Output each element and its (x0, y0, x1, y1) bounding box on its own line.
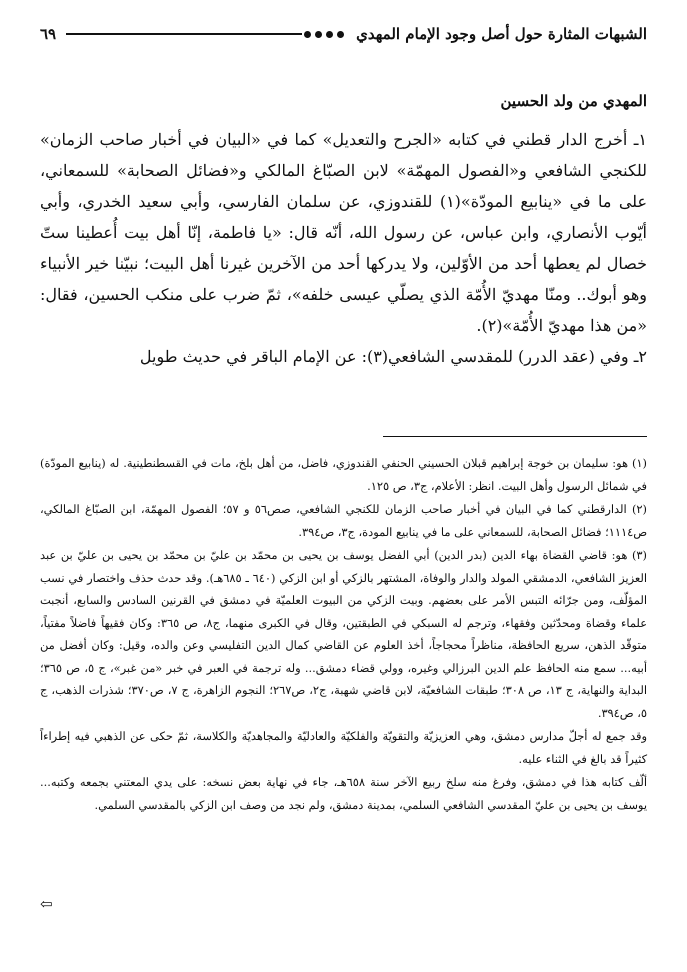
ornament-dot (337, 31, 344, 38)
ornament-dot (304, 31, 311, 38)
continuation-arrow-icon: ⇦ (40, 895, 53, 913)
footnote: وقد جمع له أجلّ مدارس دمشق، وهي العزيزيّة والتقويّة والفلكيّة والعادليّة والمجاهديّة والكلاسة، ثمّ حكى عن الذهبي فيه إطراءاً كثيراً قد بالغ في الثناء عليه. (40, 729, 647, 766)
running-header (40, 20, 647, 48)
footnotes (40, 452, 647, 817)
page-number: ٦٩ (40, 25, 57, 43)
footnote: (٢) الدارقطني كما في البيان في أخبار صاحب الزمان للكنجي الشافعي، صص٥٦ و ٥٧؛ الفصول المهمّة، ابن الصبّاغ المالكي، ص١١١٤؛ فضائل الصحابة، للسمعاني على ما في ينابيع المودة، ج٣، ص٣٩٤. (40, 502, 647, 539)
footnote: (١) هو: سليمان بن خوجة إبراهيم قبلان الحسيني الحنفي القندوزي، فاضل، من أهل بلخ، مات في القسطنطينية. له (ينابيع المودّة) في شمائل الرسول وأهل البيت. انظر: الأعلام، ج٣، ص ١٢٥. (40, 456, 647, 493)
section-heading: المهدي من ولد الحسين (500, 92, 647, 110)
header-title: الشبهات المثارة حول أصل وجود الإمام المهدي (356, 25, 647, 43)
body-paragraph: ٢ـ وفي (عقد الدرر) للمقدسي الشافعي(٣): عن الإمام الباقر في حديث طويل (139, 347, 647, 366)
footnote: (٣) هو: قاضي القضاة بهاء الدين (بدر الدين) أبي الفضل يوسف بن يحيى بن محمّد بن عليّ بن محمّد بن يحيى بن عليّ بن عبد العزيز الشافعي، الدمشقي المولد والدار والوفاة، المشتهر بالزكي أو ابن الزكي (٦٤٠ ـ ٦٨٥هـ). وقد حدث حذف واختصار في نسب المؤلّف، ومن جرّائه التبس الأمر على بعضهم. وبيت الزكي من البيوت العلميّة في دمشق في القرنين السادس والسابع، أنجبت علماء وقضاة ومحدّثين وفقهاء، وترجم له السبكي في الطبقتين، وقال في الكبرى منهما، ج٨، ص ٣٦٥: وكان فقيهاً فاضلاً مفتياً، متوقّد الذهن، سريع الحافظة، مناظراً محجاجاً، أخذ العلوم عن القاضي كمال الدين التفليسي وعن والده، وقيل: وكان أفضل من أبيه... سمع منه الحافظ علم الدين البرزالي وغيره، وولي قضاء دمشق... وله ترجمة في العبر في خبر «من غبر»، ج ٥، ص ٣٦٥؛ البداية والنهاية، ج ١٣، ص ٣٠٨؛ طبقات الشافعيّة، لابن قاضي شهبة، ج٢، ص٢٦٧؛ النجوم الزاهرة، ج ٧، ص٣٧٠؛ شذرات الذهب، ج ٥، ص٣٩٤. (40, 548, 647, 720)
main-text (40, 124, 647, 372)
ornament-line (66, 33, 302, 35)
ornament-dot (326, 31, 333, 38)
body-paragraph: ١ـ أخرج الدار قطني في كتابه «الجرح والتعديل» كما في «البيان في أخبار صاحب الزمان» للكنجي الشافعي و«الفصول المهمّة» لابن الصبّاغ المالكي و«فضائل الصحابة» للسمعاني، على ما في «ينابيع المودّة»(١) للقندوزي، عن سلمان الفارسي، وأبي سعيد الخدري، وأبي أيّوب الأنصاري، وابن عباس، عن رسول الله، أنّه قال: «يا فاطمة، إنّا أهل بيت أُعطينا ستّ خصال لم يعطها أحد من الأوّلين، ولا يدركها أحد من الآخرين غيرنا أهل البيت؛ نبيّنا خير الأنبياء وهو أبوك.. ومنّا مهديّ الأُمّة الذي يصلّي عيسى خلفه»، ثمّ ضرب على منكب الحسين، فقال: «من هذا مهديّ الأُمّة»(٢). (40, 130, 647, 335)
footnote-separator (383, 436, 647, 437)
header-ornament (66, 31, 346, 38)
ornament-dot (315, 31, 322, 38)
footnote: ألّف كتابه هذا في دمشق، وفرغ منه سلخ ربيع الآخر سنة ٦٥٨هـ، جاء في نهاية بعض نسخه: على يدي المعتني بجمعه وكتبه... يوسف بن يحيى بن عليّ المقدسي الشافعي السلمي، بمدينة دمشق، ولم نجد من وصف ابن الزكي بالمقدسي السلمي. (40, 775, 647, 812)
